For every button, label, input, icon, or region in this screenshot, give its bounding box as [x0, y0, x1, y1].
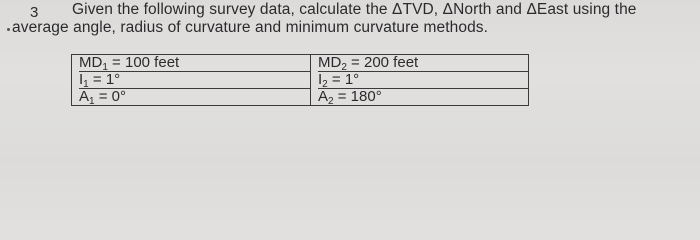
md2-value: $MD_2 = 200$ feet	[318, 55, 528, 72]
margin-mark	[7, 28, 10, 31]
question-text-line-2: average angle, radius of curvature and minimum curvature methods.	[12, 19, 489, 36]
md1-value: $MD_1 = 100$ feet	[79, 55, 310, 72]
table-row	[72, 55, 529, 106]
i1-value: $I_1 = 1^\circ$	[79, 72, 310, 89]
a2-value: $A_2 = 180^\circ$	[318, 88, 382, 107]
question-number: 3	[30, 4, 39, 21]
survey-data-table	[71, 54, 529, 106]
question-text-line-1: Given the following survey data, calculate the ΔTVD, ΔNorth and ΔEast using the	[72, 1, 637, 18]
station-2-cell	[311, 55, 529, 106]
station-1-cell	[72, 55, 311, 106]
a1-value: $A_1 = 0^\circ$	[79, 88, 127, 107]
i2-value: $I_2 = 1^\circ$	[318, 72, 528, 89]
